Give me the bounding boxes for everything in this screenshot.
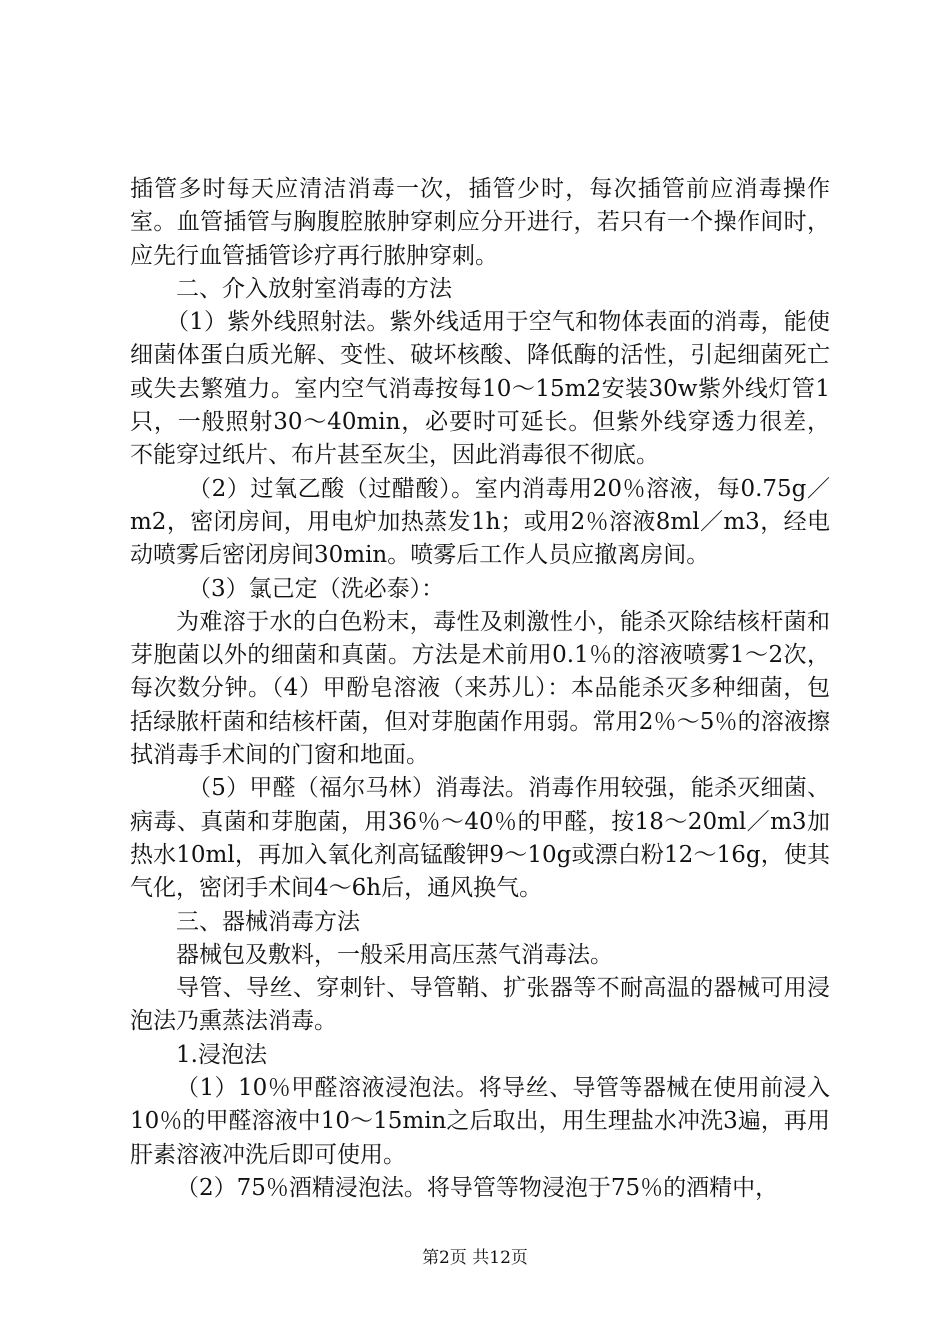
paragraph-instrument-packs: 器械包及敷料，一般采用高压蒸气消毒法。 [176,941,613,968]
paragraph-formaldehyde-immersion: （1）10％甲醛溶液浸泡法。将导丝、导管等器械在使用前浸入10％的甲醛溶液中10～15min之后取出，用生理盐水冲洗3遍，再用肝素溶液冲洗后即可使用。 [130,1075,830,1168]
document-body [130,173,830,1205]
page-number-footer: 第2页 共12页 [422,1248,528,1268]
paragraph-formaldehyde: （5）甲醛（福尔马林）消毒法。消毒作用较强，能杀灭细菌、病毒、真菌和芽胞菌，用36％～40％的甲醛，按18～20ml／m3加热水10ml，再加入氧化剂高锰酸钾9～10g或漂白粉12～16g，使其气化，密闭手术间4～6h后，通风换气。 [130,775,830,902]
paragraph-chlorhexidine-title: （3）氯己定（洗必泰）： [188,575,445,602]
paragraph-chlorhexidine-body: 为难溶于水的白色粉末，毒性及刺激性小，能杀灭除结核杆菌和芽胞菌以外的细菌和真菌。方法是术前用0.1％的溶液喷雾1～2次，每次数分钟。（4）甲酚皂溶液（来苏儿）：本品能杀灭多种细菌，包括绿脓杆菌和结核杆菌，但对芽胞菌作用弱。常用2％～5％的溶液擦拭消毒手术间的门窗和地面。 [130,608,830,769]
section-heading-2: 二、介入放射室消毒的方法 [176,275,452,302]
section-heading-3: 三、器械消毒方法 [176,908,360,935]
paragraph-alcohol-immersion: （2）75％酒精浸泡法。将导管等物浸泡于75％的酒精中， [176,1174,779,1201]
subheading-immersion: 1.浸泡法 [176,1041,267,1068]
paragraph-peracetic-acid: （2）过氧乙酸（过醋酸）。室内消毒用20％溶液，每0.75g／m2，密闭房间，用电炉加热蒸发1h；或用2％溶液8ml／m3，经电动喷雾后密闭房间30min。喷雾后工作人员应撤离房间。 [130,475,830,569]
paragraph-uv-irradiation: （1）紫外线照射法。紫外线适用于空气和物体表面的消毒，能使细菌体蛋白质光解、变性、破坏核酸、降低酶的活性，引起细菌死亡或失去繁殖力。室内空气消毒按每10～15m2安装30w紫外线灯管1只，一般照射30～40min，必要时可延长。但紫外线穿透力很差，不能穿过纸片、布片甚至灰尘，因此消毒很不彻底。 [130,309,830,469]
paragraph-heat-sensitive-instruments: 导管、导丝、穿刺针、导管鞘、扩张器等不耐高温的器械可用浸泡法乃熏蒸法消毒。 [130,975,830,1035]
paragraph-catheter-room-cleaning: 插管多时每天应清洁消毒一次，插管少时，每次插管前应消毒操作室。血管插管与胸腹腔脓肿穿刺应分开进行，若只有一个操作间时，应先行血管插管诊疗再行脓肿穿刺。 [130,176,830,269]
